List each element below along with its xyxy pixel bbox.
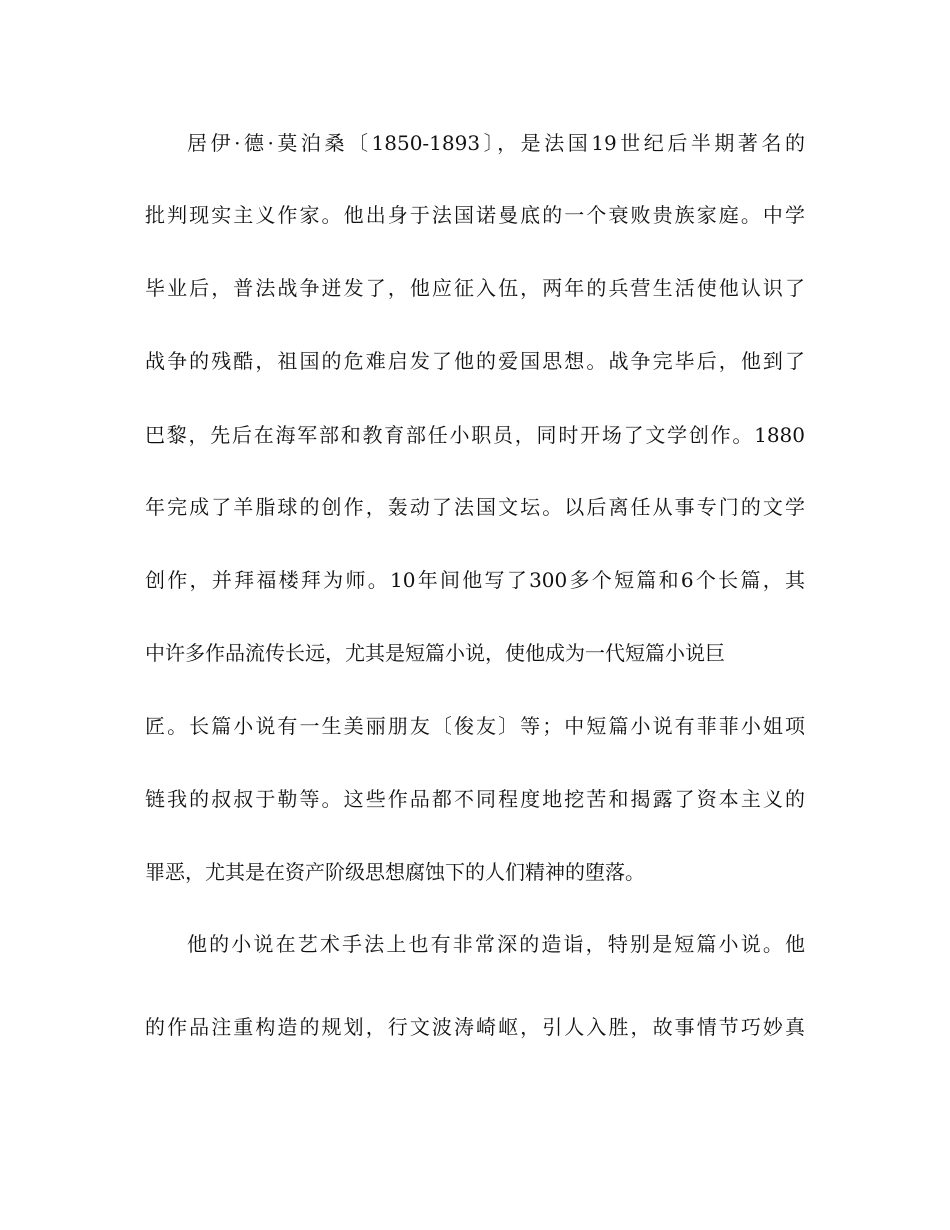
text-line: 中许多作品流传长远，尤其是短篇小说，使他成为一代短篇小说巨	[145, 641, 725, 665]
text-line: 巴黎，先后在海军部和教育部任小职员，同时开场了文学创作。1880	[145, 423, 805, 447]
text-line: 批判现实主义作家。他出身于法国诺曼底的一个衰败贵族家庭。中学	[145, 203, 805, 227]
text-line: 年完成了羊脂球的创作，轰动了法国文坛。以后离任从事专门的文学	[145, 495, 805, 519]
text-line: 的作品注重构造的规划，行文波涛崎岖，引人入胜，故事情节巧妙真	[145, 1015, 805, 1039]
text-line: 创作，并拜福楼拜为师。10年间他写了300多个短篇和6个长篇，其	[145, 568, 805, 592]
text-line: 他的小说在艺术手法上也有非常深的造诣，特别是短篇小说。他	[187, 932, 805, 956]
text-line: 匠。长篇小说有一生美丽朋友〔俊友〕等；中短篇小说有菲菲小姐项	[145, 714, 805, 738]
text-line: 毕业后，普法战争迸发了，他应征入伍，两年的兵营生活使他认识了	[145, 276, 805, 300]
text-line: 战争的残酷，祖国的危难启发了他的爱国思想。战争完毕后，他到了	[145, 349, 805, 373]
text-line: 罪恶，尤其是在资产阶级思想腐蚀下的人们精神的堕落。	[145, 860, 645, 884]
text-line: 居伊·德·莫泊桑〔1850-1893〕，是法国19世纪后半期著名的	[187, 131, 805, 155]
text-line: 链我的叔叔于勒等。这些作品都不同程度地挖苦和揭露了资本主义的	[145, 787, 805, 811]
